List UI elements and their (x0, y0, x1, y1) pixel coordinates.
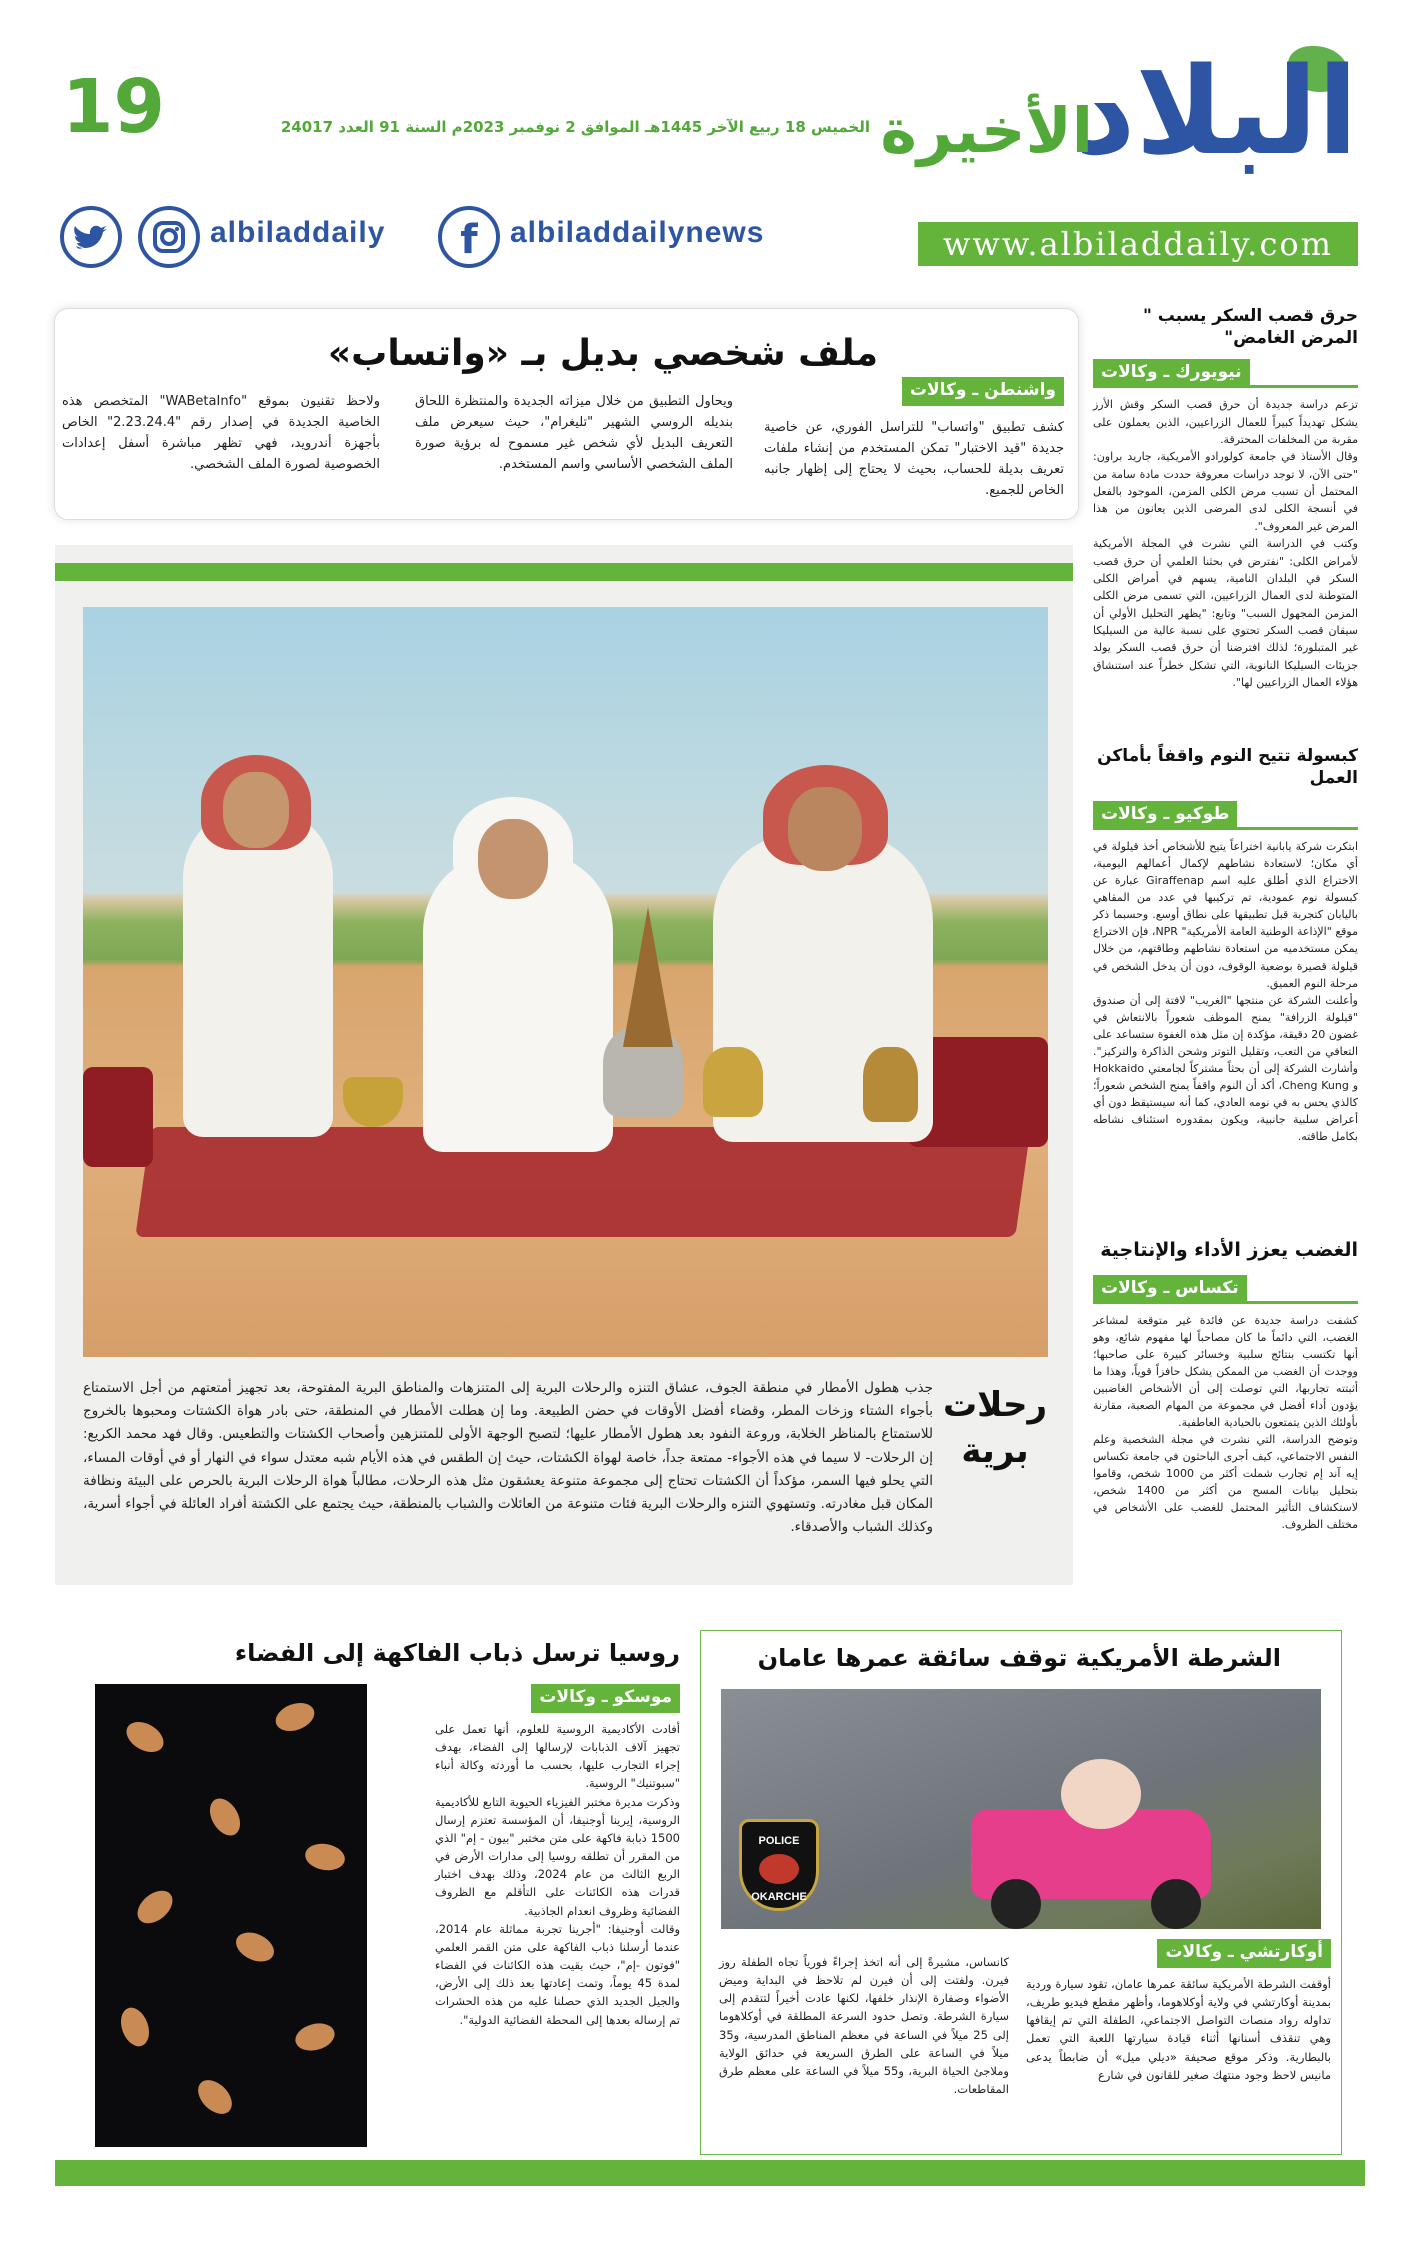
sleep-tag: طوكيو ـ وكالات (1093, 801, 1237, 827)
desert-trip-photo (83, 607, 1048, 1357)
whatsapp-col-2: ويحاول التطبيق من خلال ميزاته الجديدة والمنتظرة اللحاق بنديله الروسي الشهير "تليغرام"، حيث سيعرض ملف التعريف البديل لأي شخص غير مسموح له برؤية صورة الملف الشخصي الأساسي واسم المستخدم. (415, 394, 733, 473)
police-tag-wrap (1157, 1939, 1331, 1968)
whatsapp-tag: واشنطن ـ وكالات (902, 377, 1064, 403)
sleep-p2: وأعلنت الشركة عن منتجها "الغريب" لافتة إلى أن صندوق "قيلولة الزرافة" يمنح الموظف شعوراً بالانتعاش في غضون 20 دقيقة، مؤكدة إن مثل هذه الغفوة ستساعد على التعافي من التعب، وتقليل التوتر وشحن الذاكرة والتركيز". وأشارت الشركة إلى أن بحثاً مشتركاً لجامعتي Hokkaido و Cheng Kung، أكد أن النوم واقفاً يمنح الشخص شعوراً؛ كالذي يحس به في نومه العادي، كما أنه سيستيقظ دون أي أعراض سلبية جانبية، ويكون بمقدوره استئناف نشاطه بكامل طاقته. (1093, 993, 1359, 1143)
sleep-p1: ابتكرت شركة يابانية اختراعاً يتيح للأشخاص أخذ قيلولة في أي مكان؛ لاستعادة نشاطهم لإكمال أعمالهم اليومية، الاختراع الذي أطلق عليه اسم Giraffenap عبارة عن كبسولة نوم عمودية، تم تركيبها في عدد من المقاهي باليابان كتجربة قبل تطبيقها على نطاق أوسع. وحسبما ذكر موقع "الإذاعة الوطنية العامة الأمريكية" NPR، فإن الاختراع يمكن مستخدميه من استعادة نشاطهم وطاقتهم، من خلال قيلولة قصيرة بوضعية الوقوف، دون أن يدخل الشخص في مرحلة النوم العميق. (1093, 840, 1359, 990)
website-link[interactable]: www.albiladdaily.com (918, 222, 1358, 266)
russia-p1: أفادت الأكاديمية الروسية للعلوم، أنها تعمل على تجهيز آلاف الذبابات لإرسالها إلى الفضاء، بهدف إجراء التجارب عليها، بحسب ما أوردته وكالة أنباء "سبوتنيك" الروسية. (435, 1722, 680, 1791)
russia-text (435, 1720, 680, 2029)
sleep-title: كبسولة تتيح النوم واقفاً بأماكن العمل (1097, 746, 1358, 789)
anger-p2: وتوضح الدراسة، التي نشرت في مجلة الشخصية وعلم النفس الاجتماعي، كيف أجرى الباحثون في جامعة تكساس إيه آند إم تجارب شملت أكثر من 1000 شخص، وقاموا بتحليل بيانات المسح من أكثر من 1400 شخص، لاستكشاف التأثير المحتمل للغضب على الأشخاص في مختلف الظروف. (1093, 1433, 1358, 1532)
instagram-icon[interactable] (138, 206, 200, 268)
sleep-tag-wrap (1093, 801, 1358, 830)
twitter-icon[interactable] (60, 206, 122, 268)
sleep-article (1093, 745, 1358, 1145)
newspaper-logo (880, 40, 1358, 182)
sugarcane-p1: تزعم دراسة جديدة أن حرق قصب السكر وقش الأرز يشكل تهديداً كبيراً للعمال الزراعيين، الذين يعملون على مقربة من المخلفات المحترقة. (1093, 398, 1358, 446)
sugarcane-p2: وقال الأستاذ في جامعة كولورادو الأمريكية، جاريد براون: "حتى الآن، لا توجد دراسات معروفة حددت مادة سامة من المحتمل أن تسبب مرض الكلى المزمن، الموجود بالفعل في أنسجة الكلى لدى المرضى الذين يعانون من هذا المرض غير المعروف". (1093, 450, 1358, 533)
anger-title: الغضب يعزز الأداء والإنتاجية (1100, 1239, 1358, 1261)
sugarcane-p3: وكتب في الدراسة التي نشرت في المجلة الأمريكية لأمراض الكلى: "نفترض في بحثنا العلمي أن حرق قصب السكر في البلدان النامية، يسهم في أمراض الكلى المتوطنة لدى العمال الزراعيين، التي تسمى مرض الكلى المزمن المجهول السبب" وتابع: "يظهر التحليل الأولي أن سيقان قصب السكر تحتوي على نسبة عالية من السيليكا غير المتبلورة؛ لذلك افترضنا أن حرق قصب السكر يولد جزيئات السيليكا النانوية، التي تشكل خطراً عند استنشاق هؤلاء العمال الزراعيين لها". (1093, 537, 1358, 690)
police-tag: أوكارتشي ـ وكالات (1157, 1939, 1331, 1965)
russia-title: روسيا ترسل ذباب الفاكهة إلى الفضاء (234, 1639, 680, 1667)
russia-tag-wrap (531, 1684, 680, 1713)
police-p2: كانساس، مشيرةً إلى أنه اتخذ إجراءً فورياً تجاه الطفلة روز فيرن. ولفتت إلى أن فيرن لم تلاحظ في البداية وميض الأضواء وصفارة الإنذار خلفها، لكنها عادت أخيراً لتتقدم إلى سيارة الشرطة. وتصل حدود السرعة المطلقة في أوكلاهوما إلى 25 ميلاً في الساعة في معظم المناطق المدرسية، و35 ميلاً في الساعة على الطرق السريعة في حدائق الولاية وملاجئ الحياة البرية، و55 ميلاً في الساعة على معظم طرق المقاطعات. (719, 1955, 1009, 2097)
police-photo (721, 1689, 1321, 1929)
social-handle-instagram[interactable]: albiladdaily (210, 216, 386, 249)
police-title: الشرطة الأمريكية توقف سائقة عمرها عامان (757, 1644, 1281, 1672)
facebook-icon[interactable] (438, 206, 500, 268)
russia-tag: موسكو ـ وكالات (531, 1684, 680, 1710)
anger-tag-wrap (1093, 1275, 1358, 1304)
police-p1: أوقفت الشرطة الأمريكية سائقة عمرها عامان، تقود سيارة وردية بمدينة أوكارتشي في ولاية أوكلاهوما، وأظهر مقطع فيديو طريف، تداوله رواد منصات التواصل الاجتماعي، الطفلة التي تم إيقافها وهي تنقذف أسنانها أثناء قيادة سيارتها اللعبة التي تعمل بالبطارية. وذكر موقع صحيفة «ديلي ميل» أن ضابطاً يدعى مانيس لاحظ وجود منتهك صغير للقانون في شارع (1026, 1977, 1331, 2082)
russia-article (55, 1630, 680, 2150)
footer-green-bar (55, 2160, 1365, 2186)
anger-article (1093, 1238, 1358, 1533)
sugarcane-article (1093, 305, 1358, 692)
trips-label (935, 1383, 1055, 1475)
trips-body: جذب هطول الأمطار في منطقة الجوف، عشاق التنزه والرحلات البرية إلى المتنزهات والمناطق البرية المفتوحة، بعد تجهيز أمتعتهم من أجل الاستمتاع بأجواء الشتاء وزخات المطر، وقضاء أفضل الأوقات في حضن الطبيعة. وما إن هطلت الأمطار في المنطقة، حتى بادر هواة الكشتات ومحبوها بالخروج للاستمتاع بالمناظر الخلابة، وروعة النفود بعد هطول الأمطار عليها؛ لتصبح الوجهة الأولى للمتنزهين وأصحاب الكشتات والتطعيس. وقال فهد محمد الكريع: إن الرحلات- لا سيما في هذه الأجواء- ممتعة جداً، خاصة لهواة الكشتات، حيث إن الطقس في هذه الأيام شبه معتدل سواء في النهار أو في أوقات المساء، التي يحلو فيها السمر، مؤكداً أن الكشتات تحتاج إلى مجموعة متنوعة يعشقون مثل هذه الرحلات، مطالباً هواة الرحلات البرية بالحرص على البيئة ونظافة المكان قبل مغادرته. وتستهوي التنزه والرحلات البرية فئات متنوعة من العائلات والشباب بالمنطقة، حيث يجتمع على الكشتة أفراد العائلة في أجواء أسرية، وكذلك الشباب والأصدقاء. (83, 1380, 933, 1536)
anger-tag: تكساس ـ وكالات (1093, 1275, 1247, 1301)
logo-sub: الأخيرة (880, 94, 1093, 167)
dateline: الخميس 18 ربيع الآخر 1445هـ الموافق 2 نوفمبر 2023م السنة 91 العدد 24017 (280, 118, 870, 136)
sugarcane-tag: نيويورك ـ وكالات (1093, 359, 1250, 385)
page-number: 19 (62, 64, 165, 150)
sugarcane-tag-wrap (1093, 359, 1358, 388)
sugarcane-title: حرق قصب السكر يسبب " المرض الغامض" (1142, 306, 1358, 349)
feature-green-bar (55, 563, 1073, 581)
whatsapp-article (54, 308, 1079, 520)
police-badge-top: POLICE (758, 1835, 800, 1847)
police-badge-bottom: OKARCHE (751, 1891, 807, 1904)
trips-label-line2: برية (961, 1430, 1029, 1471)
fruit-fly-photo (95, 1684, 367, 2147)
russia-p3: وقالت أوجنيفا: "أجرينا تجربة مماثلة عام 2014، عندما أرسلنا ذباب الفاكهة على متن القمر العلمي "فوتون -إم"، حيث بقيت هذه الكائنات في الفضاء لمدة 45 يوماً، وتمت إعادتها بعد ذلك إلى الأرض، والجيل الجديد الذي حصلنا عليه من هذه الحشرات تم إرساله بعدها إلى المحطة الفضائية الدولية". (435, 1921, 681, 2027)
svg-text:f: f (460, 217, 478, 263)
police-badge (739, 1819, 819, 1911)
logo-main: البلاد (1074, 40, 1358, 182)
police-article (700, 1630, 1342, 2155)
whatsapp-tag-wrap (902, 377, 1064, 406)
whatsapp-col-3: ولاحظ تقنيون بموقع "WABetaInfo" المتخصص هذه الخاصية الجديدة في إصدار رقم "2.23.24.4" الخاص بأجهزة أندرويد، فهي تظهر مباشرة أسفل إعدادات الخصوصية لصورة الملف الشخصي. (62, 394, 381, 473)
anger-p1: كشفت دراسة جديدة عن فائدة غير متوقعة لمشاعر الغضب، التي دائماً ما كان مصاحباً لها مفهوم شائع، وهو أنها تكتسب بنتائج سلبية وخسائر كبيرة على صاحبها؛ ووجدت أن الغضب من الممكن يشكل حافزاً قوياً، وهذا ما أثبتته تجاربها، التي توصلت إلى أن الأشخاص الغاضبين يؤدون أداء أفضل في مجموعة من المهام الصعبة، مقارنة بأولئك الذين يتمتعون بالحيادية العاطفية. (1093, 1313, 1358, 1429)
russia-p2: وذكرت مديرة مختبر الفيزياء الحيوية التابع للأكاديمية الروسية، إيرينا أوجنيفا، أن المؤسسة تعتزم إرسال 1500 ذبابة فاكهة على متن مختبر "بيون - إم" الذي من المقرر أن تطلقه روسيا إلى مدارات الأرض في الربع الثالث من عام 2024، وذلك بهدف اختبار قدرات هذه الكائنات على التأقلم مع الظروف الفضائية وظروف انعدام الجاذبية. (435, 1794, 680, 1918)
desert-trip-feature (55, 545, 1073, 1585)
trips-label-line1: رحلات (942, 1385, 1048, 1425)
whatsapp-col-1: كشف تطبيق "واتساب" للتراسل الفوري، عن خاصية جديدة "قيد الاختبار" تمكن المستخدم من إنشاء ملفات تعريف بديلة للحساب، بحيث لا يحتاج إلى إظهار جانبه الخاص للجميع. (764, 420, 1064, 499)
social-handle-facebook[interactable]: albiladdailynews (510, 216, 765, 249)
whatsapp-title: ملف شخصي بديل بـ «واتساب» (327, 333, 878, 374)
